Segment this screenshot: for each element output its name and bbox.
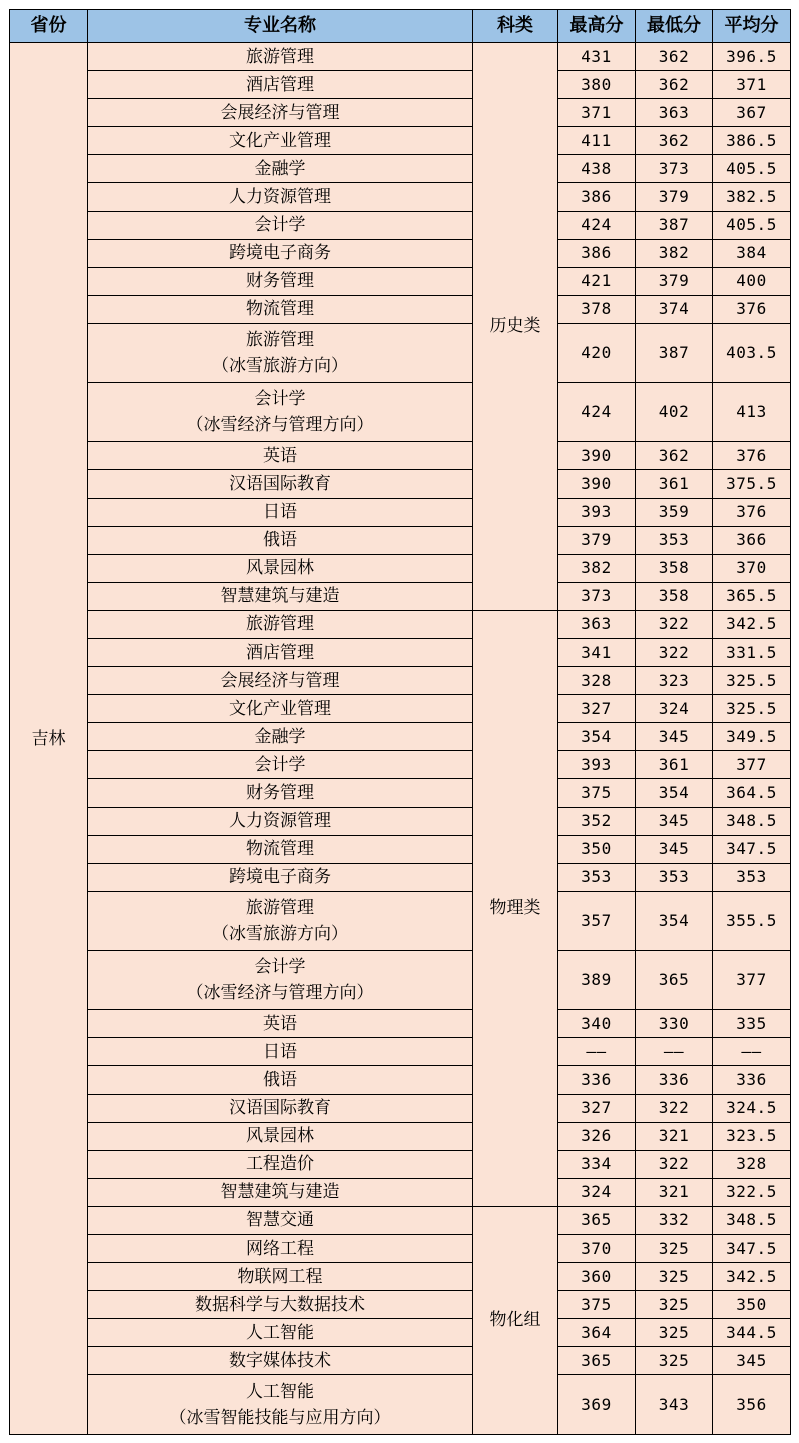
major-name: 俄语 [263,530,297,551]
header-major: 专业名称 [88,10,473,43]
major-name: 汉语国际教育 [229,1098,331,1119]
major-name: 汉语国际教育 [229,473,331,494]
avg-score-cell: 325.5 [713,695,791,723]
max-score-cell: 420 [558,323,636,382]
max-score-cell: 365 [558,1347,636,1375]
min-score-cell: 325 [636,1235,713,1263]
max-score-cell: 378 [558,295,636,323]
major-name: 风景园林 [246,1126,314,1147]
min-score-cell: 353 [636,526,713,554]
min-score-cell: 379 [636,183,713,211]
min-score-cell: 322 [636,1094,713,1122]
avg-score-cell: 355.5 [713,891,791,950]
min-score-cell: 362 [636,43,713,71]
table-body [10,43,791,1435]
major-cell [88,470,473,498]
avg-score-cell: 324.5 [713,1094,791,1122]
header-max-score: 最高分 [558,10,636,43]
admission-scores-table [9,9,791,1435]
max-score-cell: 389 [558,951,636,1010]
avg-score-cell: 349.5 [713,723,791,751]
major-name: 跨境电子商务 [229,243,331,264]
header-avg-score: 平均分 [713,10,791,43]
min-score-cell: 365 [636,951,713,1010]
avg-score-cell: 348.5 [713,1206,791,1234]
table-row [10,1038,791,1066]
max-score-cell: 324 [558,1178,636,1206]
min-score-cell: 345 [636,807,713,835]
min-score-cell: 321 [636,1178,713,1206]
min-score-cell: 363 [636,99,713,127]
max-score-cell: 336 [558,1066,636,1094]
min-score-cell: 345 [636,835,713,863]
major-name: 会展经济与管理 [220,102,340,123]
table-row [10,1206,791,1234]
min-score-cell: 354 [636,891,713,950]
max-score-cell: 340 [558,1010,636,1038]
major-name: 会计学 [254,754,306,775]
table-row [10,71,791,99]
major-name: 物联网工程 [237,1266,323,1287]
table-row [10,951,791,1010]
avg-score-cell: —— [713,1038,791,1066]
avg-score-cell: 331.5 [713,639,791,667]
major-cell [88,239,473,267]
major-cell [88,442,473,470]
table-row [10,863,791,891]
major-cell [88,751,473,779]
major-cell [88,1178,473,1206]
max-score-cell: 357 [558,891,636,950]
avg-score-cell: 323.5 [713,1122,791,1150]
major-cell [88,498,473,526]
table-row [10,1347,791,1375]
min-score-cell: 325 [636,1347,713,1375]
min-score-cell: 322 [636,1150,713,1178]
major-name: 会计学 [254,957,306,978]
min-score-cell: 374 [636,295,713,323]
min-score-cell: 322 [636,610,713,638]
major-cell [88,383,473,442]
table-row [10,43,791,71]
min-score-cell: 353 [636,863,713,891]
major-cell [88,1122,473,1150]
major-cell [88,71,473,99]
major-cell [88,582,473,610]
avg-score-cell: 365.5 [713,582,791,610]
major-name: 网络工程 [246,1238,314,1259]
min-score-cell: 336 [636,1066,713,1094]
avg-score-cell: 335 [713,1010,791,1038]
major-name: 数字媒体技术 [229,1350,331,1371]
avg-score-cell: 328 [713,1150,791,1178]
table-row [10,1066,791,1094]
max-score-cell: 353 [558,863,636,891]
table-row [10,1178,791,1206]
max-score-cell: 393 [558,498,636,526]
max-score-cell: 363 [558,610,636,638]
table-row [10,526,791,554]
table-row [10,1122,791,1150]
major-cell [88,835,473,863]
avg-score-cell: 377 [713,951,791,1010]
max-score-cell: 326 [558,1122,636,1150]
header-province: 省份 [10,10,88,43]
major-cell [88,610,473,638]
max-score-cell: 334 [558,1150,636,1178]
min-score-cell: 387 [636,323,713,382]
major-cell [88,951,473,1010]
major-name: 财务管理 [246,271,314,292]
min-score-cell: 330 [636,1010,713,1038]
max-score-cell: 375 [558,1291,636,1319]
major-cell [88,723,473,751]
major-name: 财务管理 [246,783,314,804]
major-name: 跨境电子商务 [229,867,331,888]
major-cell [88,295,473,323]
min-score-cell: 358 [636,554,713,582]
max-score-cell: 375 [558,779,636,807]
max-score-cell: 390 [558,470,636,498]
major-cell [88,323,473,382]
major-direction: （冰雪智能技能与应用方向） [169,1407,391,1428]
major-direction: （冰雪经济与管理方向） [186,415,374,436]
avg-score-cell: 382.5 [713,183,791,211]
max-score-cell: 354 [558,723,636,751]
category-cell: 物理类 [473,610,558,1206]
major-cell [88,526,473,554]
table-row [10,610,791,638]
avg-score-cell: 367 [713,99,791,127]
header-row [10,10,791,43]
max-score-cell: 424 [558,211,636,239]
table-row [10,127,791,155]
min-score-cell: 362 [636,71,713,99]
major-name: 风景园林 [246,558,314,579]
min-score-cell: 332 [636,1206,713,1234]
major-name: 旅游管理 [246,330,314,351]
major-direction: （冰雪经济与管理方向） [186,983,374,1004]
avg-score-cell: 325.5 [713,667,791,695]
major-name: 日语 [263,502,297,523]
major-name: 酒店管理 [246,642,314,663]
major-cell [88,99,473,127]
min-score-cell: 362 [636,127,713,155]
max-score-cell: 386 [558,183,636,211]
avg-score-cell: 345 [713,1347,791,1375]
major-name: 会展经济与管理 [220,670,340,691]
major-direction: （冰雪旅游方向） [212,923,348,944]
max-score-cell: 421 [558,267,636,295]
major-cell [88,639,473,667]
min-score-cell: 359 [636,498,713,526]
avg-score-cell: 376 [713,498,791,526]
table-row [10,695,791,723]
major-name: 智慧建筑与建造 [220,586,340,607]
major-cell [88,1291,473,1319]
avg-score-cell: 371 [713,71,791,99]
major-cell [88,1206,473,1234]
table-row [10,323,791,382]
major-name: 会计学 [254,389,306,410]
table-row [10,582,791,610]
avg-score-cell: 356 [713,1375,791,1435]
major-name: 会计学 [254,215,306,236]
table-row [10,1291,791,1319]
max-score-cell: 386 [558,239,636,267]
min-score-cell: —— [636,1038,713,1066]
min-score-cell: 358 [636,582,713,610]
min-score-cell: 402 [636,383,713,442]
max-score-cell: 379 [558,526,636,554]
avg-score-cell: 336 [713,1066,791,1094]
table-row [10,1150,791,1178]
major-cell [88,127,473,155]
min-score-cell: 325 [636,1319,713,1347]
min-score-cell: 361 [636,470,713,498]
min-score-cell: 354 [636,779,713,807]
major-name: 智慧交通 [246,1210,314,1231]
max-score-cell: 365 [558,1206,636,1234]
avg-score-cell: 353 [713,863,791,891]
max-score-cell: 350 [558,835,636,863]
major-name: 文化产业管理 [229,130,331,151]
avg-score-cell: 342.5 [713,610,791,638]
avg-score-cell: 370 [713,554,791,582]
table-row [10,155,791,183]
avg-score-cell: 344.5 [713,1319,791,1347]
max-score-cell: 371 [558,99,636,127]
major-cell [88,1347,473,1375]
category-cell: 历史类 [473,43,558,611]
min-score-cell: 343 [636,1375,713,1435]
avg-score-cell: 322.5 [713,1178,791,1206]
major-name: 物流管理 [246,299,314,320]
major-cell [88,267,473,295]
major-name: 金融学 [254,726,306,747]
province-cell: 吉林 [10,43,88,1435]
major-name: 旅游管理 [246,614,314,635]
max-score-cell: 327 [558,1094,636,1122]
major-name: 英语 [263,445,297,466]
max-score-cell: 438 [558,155,636,183]
table-row [10,99,791,127]
major-cell [88,1375,473,1435]
table-row [10,295,791,323]
avg-score-cell: 376 [713,442,791,470]
min-score-cell: 323 [636,667,713,695]
table-row [10,554,791,582]
avg-score-cell: 400 [713,267,791,295]
major-cell [88,863,473,891]
avg-score-cell: 413 [713,383,791,442]
max-score-cell: 341 [558,639,636,667]
min-score-cell: 325 [636,1263,713,1291]
major-cell [88,891,473,950]
major-cell [88,1066,473,1094]
major-cell [88,211,473,239]
table-row [10,667,791,695]
table-row [10,807,791,835]
avg-score-cell: 366 [713,526,791,554]
avg-score-cell: 405.5 [713,155,791,183]
table-row [10,1263,791,1291]
min-score-cell: 322 [636,639,713,667]
table-row [10,835,791,863]
max-score-cell: 352 [558,807,636,835]
avg-score-cell: 384 [713,239,791,267]
max-score-cell: 370 [558,1235,636,1263]
major-cell [88,807,473,835]
table-row [10,639,791,667]
min-score-cell: 373 [636,155,713,183]
table-row [10,383,791,442]
table-row [10,723,791,751]
table-row [10,498,791,526]
major-name: 酒店管理 [246,74,314,95]
min-score-cell: 362 [636,442,713,470]
major-cell [88,554,473,582]
major-name: 英语 [263,1013,297,1034]
major-name: 俄语 [263,1069,297,1090]
max-score-cell: 382 [558,554,636,582]
major-name: 数据科学与大数据技术 [195,1294,365,1315]
avg-score-cell: 342.5 [713,1263,791,1291]
major-name: 人工智能 [246,1322,314,1343]
major-name: 文化产业管理 [229,698,331,719]
major-cell [88,1010,473,1038]
max-score-cell: 380 [558,71,636,99]
min-score-cell: 379 [636,267,713,295]
category-cell: 物化组 [473,1206,558,1434]
major-cell [88,43,473,71]
table-row [10,267,791,295]
major-cell [88,779,473,807]
max-score-cell: 369 [558,1375,636,1435]
major-name: 旅游管理 [246,46,314,67]
table-row [10,751,791,779]
major-name: 人力资源管理 [229,811,331,832]
table-row [10,211,791,239]
max-score-cell: 424 [558,383,636,442]
major-cell [88,1038,473,1066]
major-cell [88,155,473,183]
min-score-cell: 361 [636,751,713,779]
avg-score-cell: 405.5 [713,211,791,239]
major-cell [88,183,473,211]
avg-score-cell: 375.5 [713,470,791,498]
max-score-cell: 364 [558,1319,636,1347]
max-score-cell: 327 [558,695,636,723]
table-row [10,1235,791,1263]
header-category: 科类 [473,10,558,43]
max-score-cell: 360 [558,1263,636,1291]
major-cell [88,1319,473,1347]
table-row [10,470,791,498]
max-score-cell: —— [558,1038,636,1066]
major-cell [88,1094,473,1122]
major-direction: （冰雪旅游方向） [212,356,348,377]
avg-score-cell: 396.5 [713,43,791,71]
min-score-cell: 325 [636,1291,713,1319]
min-score-cell: 324 [636,695,713,723]
max-score-cell: 328 [558,667,636,695]
table-row [10,239,791,267]
table-row [10,1094,791,1122]
avg-score-cell: 347.5 [713,1235,791,1263]
max-score-cell: 393 [558,751,636,779]
min-score-cell: 345 [636,723,713,751]
min-score-cell: 387 [636,211,713,239]
major-name: 智慧建筑与建造 [220,1182,340,1203]
major-cell [88,667,473,695]
header-min-score: 最低分 [636,10,713,43]
major-name: 工程造价 [246,1154,314,1175]
major-cell [88,1263,473,1291]
major-cell [88,1150,473,1178]
table-row [10,442,791,470]
major-name: 物流管理 [246,839,314,860]
avg-score-cell: 403.5 [713,323,791,382]
max-score-cell: 411 [558,127,636,155]
major-cell [88,695,473,723]
table-row [10,1010,791,1038]
avg-score-cell: 347.5 [713,835,791,863]
max-score-cell: 373 [558,582,636,610]
avg-score-cell: 386.5 [713,127,791,155]
table-row [10,779,791,807]
major-name: 金融学 [254,158,306,179]
avg-score-cell: 348.5 [713,807,791,835]
table-row [10,1375,791,1435]
avg-score-cell: 350 [713,1291,791,1319]
avg-score-cell: 376 [713,295,791,323]
min-score-cell: 382 [636,239,713,267]
major-cell [88,1235,473,1263]
max-score-cell: 431 [558,43,636,71]
table-row [10,183,791,211]
avg-score-cell: 377 [713,751,791,779]
major-name: 人工智能 [246,1381,314,1402]
table-row [10,891,791,950]
major-name: 日语 [263,1041,297,1062]
max-score-cell: 390 [558,442,636,470]
min-score-cell: 321 [636,1122,713,1150]
table-row [10,1319,791,1347]
major-name: 旅游管理 [246,897,314,918]
avg-score-cell: 364.5 [713,779,791,807]
major-name: 人力资源管理 [229,187,331,208]
